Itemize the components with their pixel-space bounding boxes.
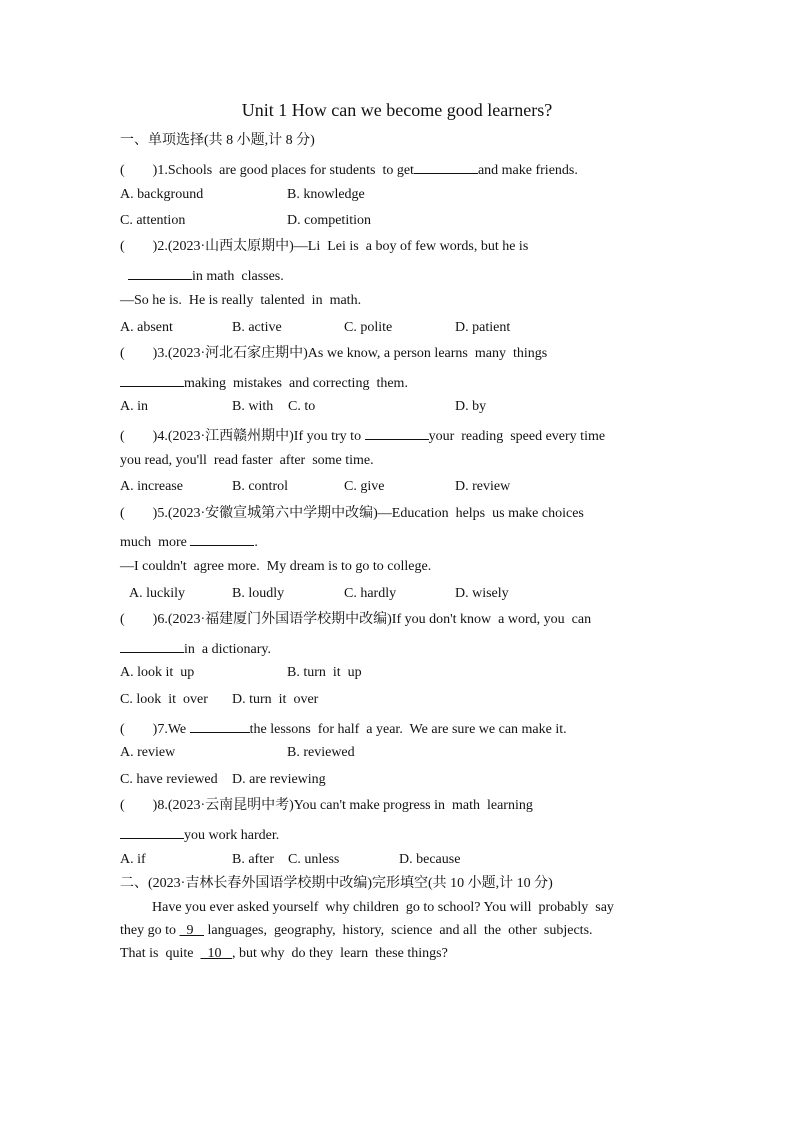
question-3-text-b: making mistakes and correcting them.: [184, 376, 408, 391]
question-5-option-b: B. loudly: [232, 586, 285, 601]
question-2-option-b: B. active: [232, 320, 282, 335]
question-3-option-d: D. by: [455, 399, 487, 414]
question-8-stem-line1: ( )8.(2023·云南昆明中考)You can't make progress in math learning: [120, 798, 533, 813]
question-8-text-b: you work harder.: [184, 828, 280, 843]
cloze-blank-9-number: 9: [186, 923, 194, 938]
question-1-stem: [120, 159, 578, 180]
question-5-option-d: D. wisely: [455, 586, 509, 601]
question-2-option-d: D. patient: [455, 320, 511, 335]
question-7-option-a: A. review: [120, 745, 176, 760]
cloze-paragraph-line1: Have you ever asked yourself why children go to school? You will probably say: [152, 900, 614, 915]
answer-blank: [120, 638, 184, 653]
question-5-stem-line2: [120, 531, 258, 552]
question-3-stem-line1: ( )3.(2023·河北石家庄期中)As we know, a person learns many things: [120, 346, 548, 361]
question-1-option-d: D. competition: [287, 213, 371, 228]
question-5-stem-line3: —I couldn't agree more. My dream is to go to college.: [120, 559, 432, 574]
question-7-text-a: ( )7.We: [120, 722, 190, 737]
question-3-option-a: A. in: [120, 399, 148, 414]
question-4-option-a: A. increase: [120, 479, 183, 494]
answer-blank: [190, 531, 254, 546]
question-5-option-a: A. luckily: [129, 586, 185, 601]
question-8-option-d: D. because: [399, 852, 461, 867]
question-5-stem-line1: ( )5.(2023·安徽宣城第六中学期中改编)—Education helps us make choices: [120, 506, 584, 521]
question-8-stem-line2: [120, 824, 279, 845]
question-6-stem-line1: ( )6.(2023·福建厦门外国语学校期中改编)If you don't know a word, you can: [120, 612, 592, 627]
answer-blank: [120, 372, 184, 387]
cloze-text: languages, geography, history, science and all the other subjects.: [204, 923, 593, 938]
page-title: Unit 1 How can we become good learners?: [241, 100, 553, 120]
question-7-stem: [120, 718, 567, 739]
question-6-stem-line2: [120, 638, 271, 659]
cloze-blank-9: [180, 923, 205, 938]
question-2-stem-line3: —So he is. He is really talented in math.: [120, 293, 362, 308]
cloze-paragraph-line3: [120, 945, 448, 963]
cloze-text: they go to: [120, 923, 180, 938]
answer-blank: [128, 265, 192, 280]
answer-blank: [190, 718, 250, 733]
cloze-text: That is quite: [120, 946, 201, 961]
question-6-text-b: in a dictionary.: [184, 642, 271, 657]
section2-heading: 二、(2023·吉林长春外国语学校期中改编)完形填空(共 10 小题,计 10 分): [120, 876, 553, 891]
question-2-option-c: C. polite: [344, 320, 393, 335]
question-7-option-c: C. have reviewed: [120, 772, 218, 787]
question-3-stem-line2: [120, 372, 408, 393]
question-6-option-a: A. look it up: [120, 665, 195, 680]
question-4-stem-line2: you read, you'll read faster after some time.: [120, 453, 374, 468]
question-4-option-b: B. control: [232, 479, 288, 494]
question-1-text-a: ( )1.Schools are good places for students to get: [120, 163, 414, 178]
cloze-paragraph-line2: [120, 922, 593, 940]
question-1-text-b: and make friends.: [477, 163, 578, 178]
answer-blank: [365, 425, 429, 440]
question-8-option-c: C. unless: [288, 852, 340, 867]
section1-heading: 一、单项选择(共 8 小题,计 8 分): [120, 133, 315, 148]
question-2-stem-line2: [128, 265, 284, 286]
question-4-text-a: ( )4.(2023·江西赣州期中)If you try to: [120, 429, 365, 444]
question-2-text-b: in math classes.: [192, 269, 284, 284]
question-3-option-b: B. with: [232, 399, 274, 414]
question-1-option-a: A. background: [120, 187, 204, 202]
question-4-option-d: D. review: [455, 479, 511, 494]
question-2-option-a: A. absent: [120, 320, 173, 335]
question-2-stem-line1: ( )2.(2023·山西太原期中)—Li Lei is a boy of few words, but he is: [120, 239, 529, 254]
question-4-stem-line1: [120, 425, 605, 446]
question-5-option-c: C. hardly: [344, 586, 397, 601]
question-4-text-b: your reading speed every time: [428, 429, 606, 444]
cloze-blank-10-number: 10: [207, 946, 222, 961]
answer-blank: [120, 824, 184, 839]
cloze-blank-10: [201, 946, 233, 961]
question-7-option-b: B. reviewed: [287, 745, 355, 760]
question-6-option-c: C. look it over: [120, 692, 208, 707]
question-7-text-b: the lessons for half a year. We are sure we can make it.: [249, 722, 567, 737]
question-1-option-b: B. knowledge: [287, 187, 365, 202]
question-5-text-a: much more: [120, 535, 191, 550]
question-4-option-c: C. give: [344, 479, 385, 494]
question-3-option-c: C. to: [288, 399, 316, 414]
question-8-option-b: B. after: [232, 852, 274, 867]
question-5-text-b: .: [254, 535, 258, 550]
question-6-option-b: B. turn it up: [287, 665, 362, 680]
question-8-option-a: A. if: [120, 852, 146, 867]
answer-blank: [414, 159, 478, 174]
question-1-option-c: C. attention: [120, 213, 186, 228]
question-6-option-d: D. turn it over: [232, 692, 319, 707]
question-7-option-d: D. are reviewing: [232, 772, 326, 787]
cloze-text: , but why do they learn these things?: [232, 946, 448, 961]
